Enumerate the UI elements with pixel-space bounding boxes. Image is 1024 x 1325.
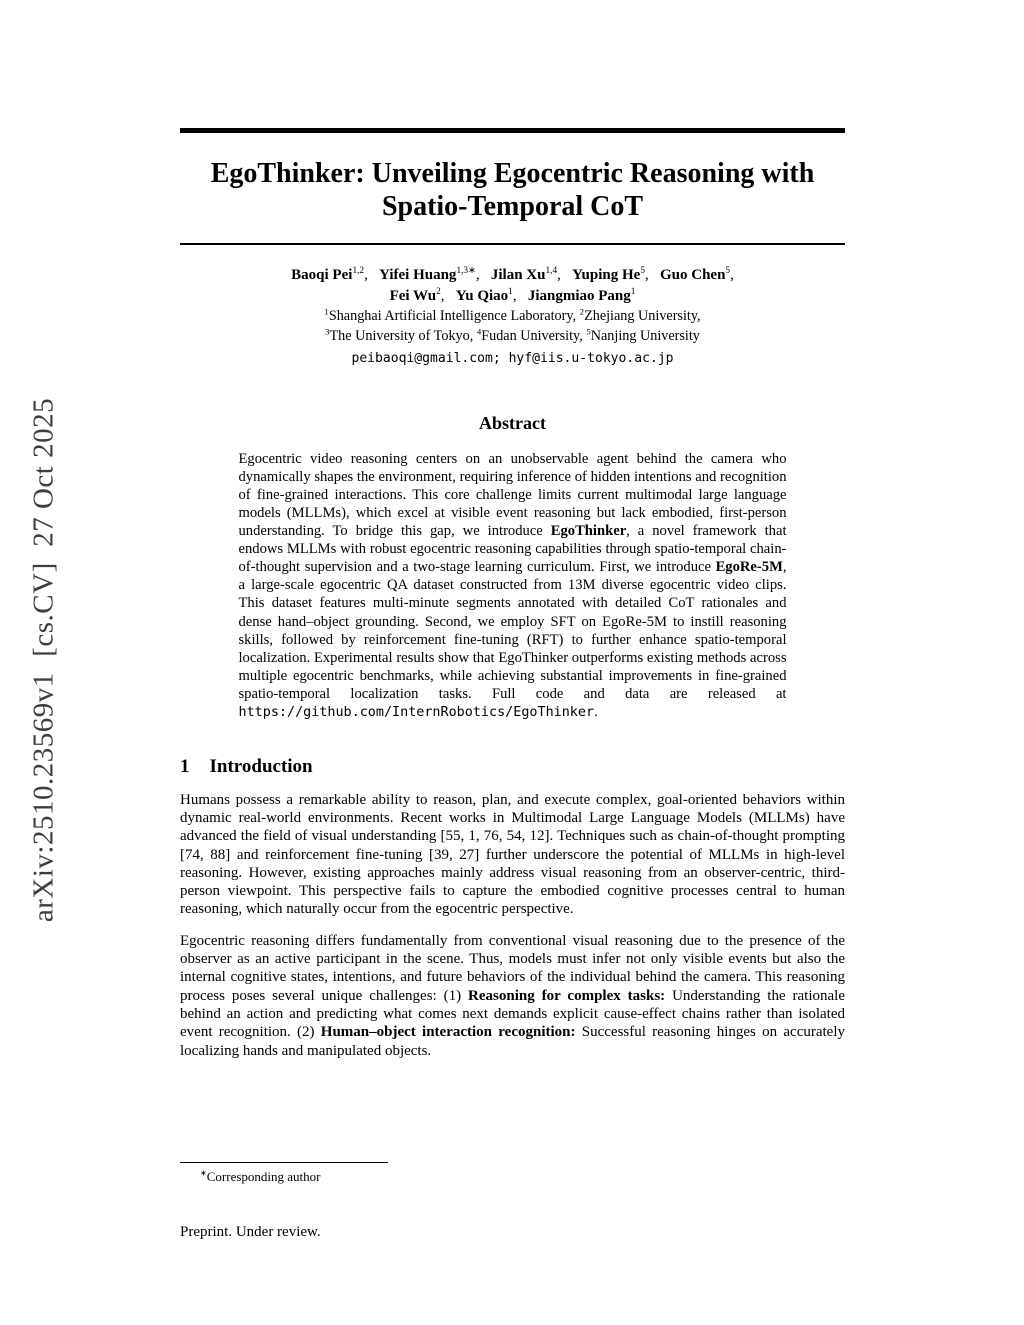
authors-block: [180, 265, 845, 369]
superscript: 1,4: [545, 266, 558, 277]
author-name: Guo Chen: [659, 267, 726, 284]
text-run: ,: [475, 267, 491, 284]
affiliation: Shanghai Artificial Intelligence Laboratory,: [328, 308, 580, 325]
text-run: Human–object interaction recognition:: [320, 1024, 576, 1041]
affiliation: Zhejiang University,: [584, 308, 701, 325]
superscript: 1: [324, 306, 329, 317]
affiliation: Fudan University,: [481, 327, 587, 344]
superscript: 1,3∗: [456, 266, 476, 277]
preprint-notice: Preprint. Under review.: [180, 1224, 321, 1240]
text-run: Successful reasoning hinges on accurately localizing hands and manipulated objects.: [180, 1024, 845, 1059]
text-run: ,: [730, 267, 734, 284]
superscript: 4: [476, 326, 482, 337]
superscript: 1: [508, 287, 513, 298]
footnote-block: [180, 1162, 845, 1185]
superscript: 1,2: [352, 266, 365, 277]
intro-paragraph-2: [180, 932, 845, 1060]
paper-title-line1: EgoThinker: Unveiling Egocentric Reasoning with: [210, 158, 815, 189]
abstract-text: [239, 450, 787, 722]
text-run: EgoRe-5M: [715, 559, 783, 576]
text-run: ,: [364, 267, 380, 284]
section-number: 1: [180, 755, 190, 777]
superscript: 2: [436, 287, 441, 298]
text-run: EgoThinker: [550, 523, 627, 540]
title-rule: [180, 243, 845, 245]
top-rule: [180, 128, 845, 133]
superscript: 5: [640, 266, 645, 277]
text-run: , a novel framework that endows MLLMs with robust egocentric reasoning capabilities through spatio-temporal chain-of-thought supervision and a two-stage learning curriculum. First, we introduce: [238, 523, 787, 576]
abstract-heading: Abstract: [479, 412, 546, 433]
text-run: Egocentric video reasoning centers on an unobservable agent behind the camera who dynamically shapes the environment, requiring inference of hidden intentions and recognition of fine-grained interactions. This core challenge limits current multimodal large language models (MLLMs), which excel at visible event reasoning but lack embodied, first-person understanding. To bridge this gap, we introduce: [238, 450, 787, 540]
author-name: Yuping He: [572, 267, 641, 284]
affiliation: The University of Tokyo,: [329, 327, 477, 344]
author-name: Baoqi Pei: [291, 267, 353, 284]
footnote-text-run: Corresponding author: [206, 1169, 321, 1184]
superscript: 3: [325, 326, 330, 337]
paper-content: [180, 0, 845, 1060]
authors-line-2: [180, 286, 845, 307]
paper-title: [180, 157, 845, 223]
author-name: Yu Qiao: [455, 288, 509, 305]
footnote-rule: [180, 1162, 388, 1163]
affiliations-line-2: [180, 327, 845, 347]
section-heading-introduction: [180, 756, 845, 778]
superscript: ∗: [200, 1168, 207, 1178]
author-name: Yifei Huang: [379, 267, 457, 284]
arxiv-watermark: arXiv:2510.23569v1 [cs.CV] 27 Oct 2025: [27, 397, 60, 923]
text-run: .: [594, 704, 598, 720]
superscript: 2: [579, 306, 585, 317]
superscript: 5: [586, 326, 591, 337]
text-run: Understanding the rationale behind an action and predicting what comes next demands explicit cause-effect chains rather than isolated event recognition. (2): [180, 987, 845, 1041]
superscript: 5: [725, 266, 731, 277]
authors-line-1: [180, 265, 845, 286]
text-run: Egocentric reasoning differs fundamentally from conventional visual reasoning due to the presence of the observer as an active participant in the scene. Thus, models must infer not only visible events but also the internal cognitive states, intentions, and future behaviors of the individual behind the camera. This reasoning process poses several unique challenges: (1): [180, 932, 845, 1004]
affiliation: Nanjing University: [590, 327, 700, 344]
superscript: 1: [630, 287, 636, 298]
emails-line: [180, 349, 845, 369]
affiliations-line-1: [180, 307, 845, 327]
text-run: ,: [512, 288, 528, 305]
author-name: Jiangmiao Pang: [527, 288, 631, 305]
emails-text: peibaoqi@gmail.com; hyf@iis.u-tokyo.ac.jp: [351, 350, 674, 366]
text-run: ,: [557, 267, 573, 284]
corresponding-author-footnote: [200, 1169, 845, 1185]
paper-title-line2: Spatio-Temporal CoT: [381, 191, 644, 223]
github-url-link[interactable]: https://github.com/InternRobotics/EgoThinker: [238, 705, 595, 720]
text-run: Reasoning for complex tasks:: [468, 987, 666, 1004]
section-title: Introduction: [209, 755, 313, 777]
intro-paragraph-1: Humans possess a remarkable ability to reason, plan, and execute complex, goal-oriented behaviors within dynamic real-world environments. Recent works in Multimodal Large Language Models (MLLMs) have advanced the field of visual understanding [55, 1, 76, 54, 12]. Techniques such as chain-of-thought prompting [74, 88] and reinforcement fine-tuning [39, 27] further underscore the potential of MLLMs in high-level reasoning. However, existing approaches mainly address visual reasoning from an observer-centric, third-person viewpoint. This perspective fails to capture the embodied cognitive processes central to human reasoning, which naturally occur from the egocentric perspective.: [180, 791, 845, 918]
text-run: ,: [644, 267, 660, 284]
text-run: ,: [440, 288, 456, 305]
author-name: Fei Wu: [389, 288, 437, 305]
author-name: Jilan Xu: [490, 267, 546, 284]
text-run: , a large-scale egocentric QA dataset constructed from 13M diverse egocentric video clips. This dataset features multi-minute segments annotated with detailed CoT rationales and dense hand–object grounding. Second, we employ SFT on EgoRe-5M to instill reasoning skills, followed by reinforcement fine-tuning (RFT) to further enhance spatio-temporal localization. Experimental results show that EgoThinker outperforms existing methods across multiple egocentric benchmarks, while achieving substantial improvements in fine-grained spatio-temporal localization tasks. Full code and data are released at: [238, 559, 787, 702]
